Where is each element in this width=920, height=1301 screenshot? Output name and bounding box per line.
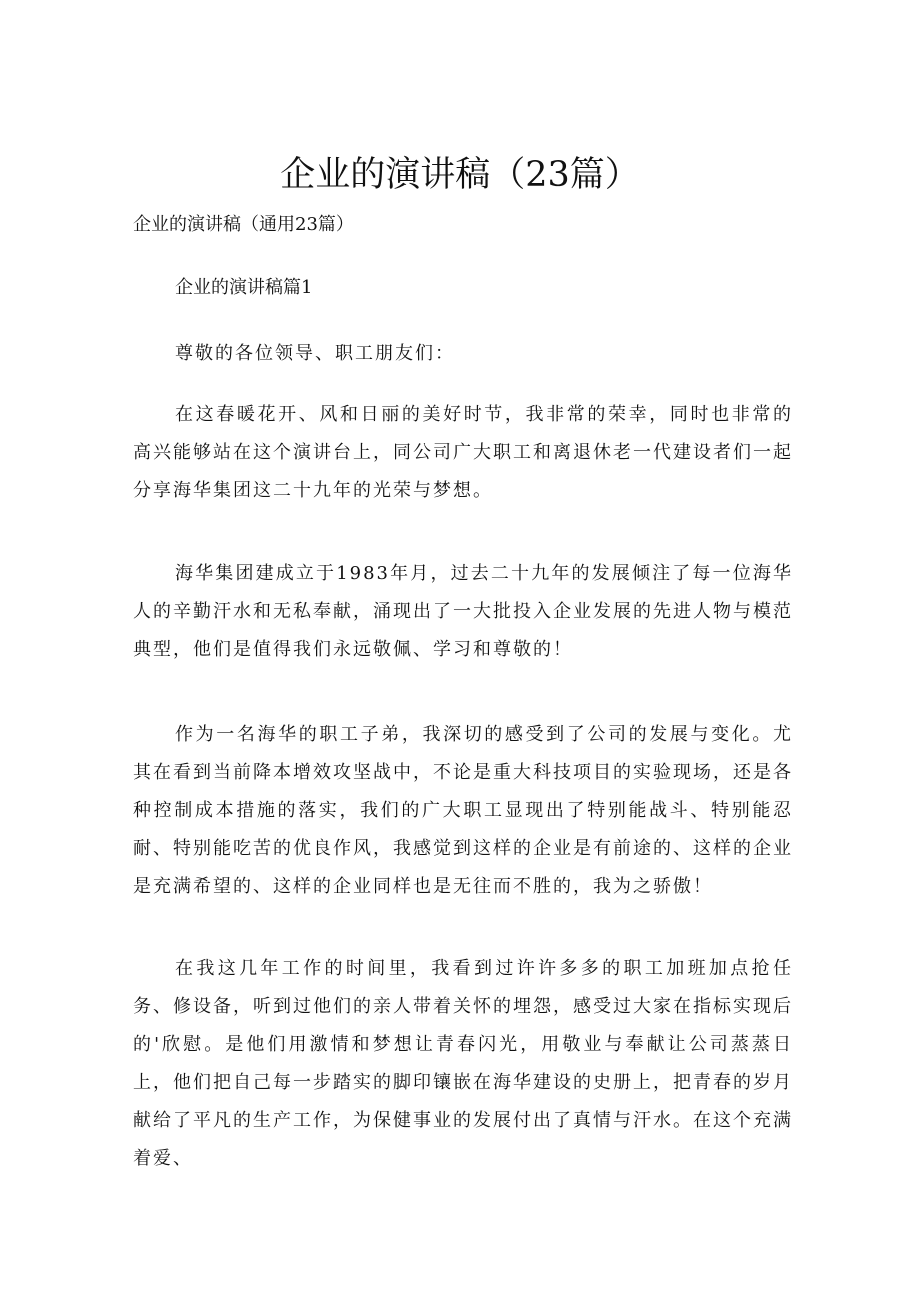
paragraph-salutation: 尊敬的各位领导、职工朋友们： <box>175 343 455 364</box>
paragraph: 在这春暖花开、风和日丽的美好时节，我非常的荣幸，同时也非常的高兴能够站在这个演讲台上，同公司广大职工和离退休老一代建设者们一起分享海华集团这二十九年的光荣与梦想。 <box>133 404 793 501</box>
document-title: 企业的演讲稿（23篇） <box>280 155 640 195</box>
document-subtitle: 企业的演讲稿（通用23篇） <box>133 214 354 235</box>
paragraph: 作为一名海华的职工子弟，我深切的感受到了公司的发展与变化。尤其在看到当前降本增效攻坚战中，不论是重大科技项目的实验现场，还是各种控制成本措施的落实，我们的广大职工显现出了特别能战斗、特别能忍耐、特别能吃苦的优良作风，我感觉到这样的企业是有前途的、这样的企业是充满希望的、这样的企业同样也是无往而不胜的，我为之骄傲！ <box>133 724 793 897</box>
paragraph: 海华集团建成立于1983年月，过去二十九年的发展倾注了每一位海华人的辛勤汗水和无私奉献，涌现出了一大批投入企业发展的先进人物与模范典型，他们是值得我们永远敬佩、学习和尊敬的！ <box>133 563 793 660</box>
paragraph: 在我这几年工作的时间里，我看到过许许多多的职工加班加点抢任务、修设备，听到过他们的亲人带着关怀的埋怨，感受过大家在指标实现后的'欣慰。是他们用激情和梦想让青春闪光，用敬业与奉献让公司蒸蒸日上，他们把自己每一步踏实的脚印镶嵌在海华建设的史册上，把青春的岁月献给了平凡的生产工作，为保健事业的发展付出了真情与汗水。在这个充满着爱、 <box>133 958 793 1169</box>
section-heading: 企业的演讲稿篇1 <box>175 277 313 298</box>
